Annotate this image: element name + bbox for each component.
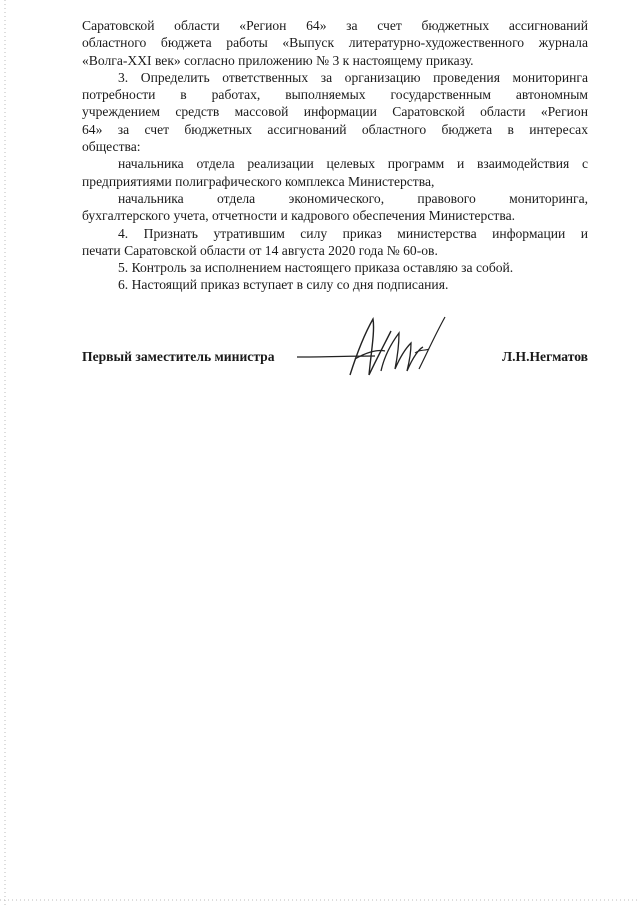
paragraph-3 bbox=[82, 69, 588, 155]
signature-block bbox=[82, 349, 588, 373]
paragraph-5 bbox=[82, 259, 588, 276]
paragraph-4 bbox=[82, 225, 588, 260]
signer-name: Л.Н.Негматов bbox=[501, 349, 588, 364]
text-line: 5. Контроль за исполнением настоящего приказа оставляю за собой. bbox=[118, 260, 514, 276]
text-line: печати Саратовской области от 14 августа 2020 года № 60-ов. bbox=[82, 242, 438, 258]
paragraph-3a bbox=[82, 155, 588, 190]
text-line: начальника отдела экономического, правового мониторинга, bbox=[118, 190, 588, 206]
text-line: областного бюджета работы «Выпуск литературно-художественного журнала bbox=[82, 35, 588, 51]
signer-title: Первый заместитель министра bbox=[82, 349, 275, 364]
paragraph-intro bbox=[82, 17, 588, 69]
text-line: «Волга-XXI век» согласно приложению № 3 к настоящему приказу. bbox=[82, 52, 474, 68]
text-line: 6. Настоящий приказ вступает в силу со дня подписания. bbox=[118, 277, 449, 293]
paragraph-3b bbox=[82, 190, 588, 225]
text-line: потребности в работах, выполняемых государственным автономным bbox=[82, 87, 588, 103]
document-body bbox=[82, 17, 588, 294]
text-line: предприятиями полиграфического комплекса Министерства, bbox=[82, 173, 435, 189]
text-line: учреждением средств массовой информации Саратовской области «Регион bbox=[82, 104, 588, 120]
text-line: 64» за счет бюджетных ассигнований областного бюджета в интересах bbox=[82, 121, 588, 137]
text-line: 4. Признать утратившим силу приказ министерства информации и bbox=[118, 225, 588, 241]
paragraph-6 bbox=[82, 276, 588, 293]
text-line: 3. Определить ответственных за организацию проведения мониторинга bbox=[118, 69, 588, 85]
text-line: бухгалтерского учета, отчетности и кадрового обеспечения Министерства. bbox=[82, 208, 515, 224]
text-line: начальника отдела реализации целевых программ и взаимодействия с bbox=[118, 156, 588, 172]
text-line: общества: bbox=[82, 139, 141, 155]
text-line: Саратовской области «Регион 64» за счет бюджетных ассигнований bbox=[82, 18, 588, 33]
